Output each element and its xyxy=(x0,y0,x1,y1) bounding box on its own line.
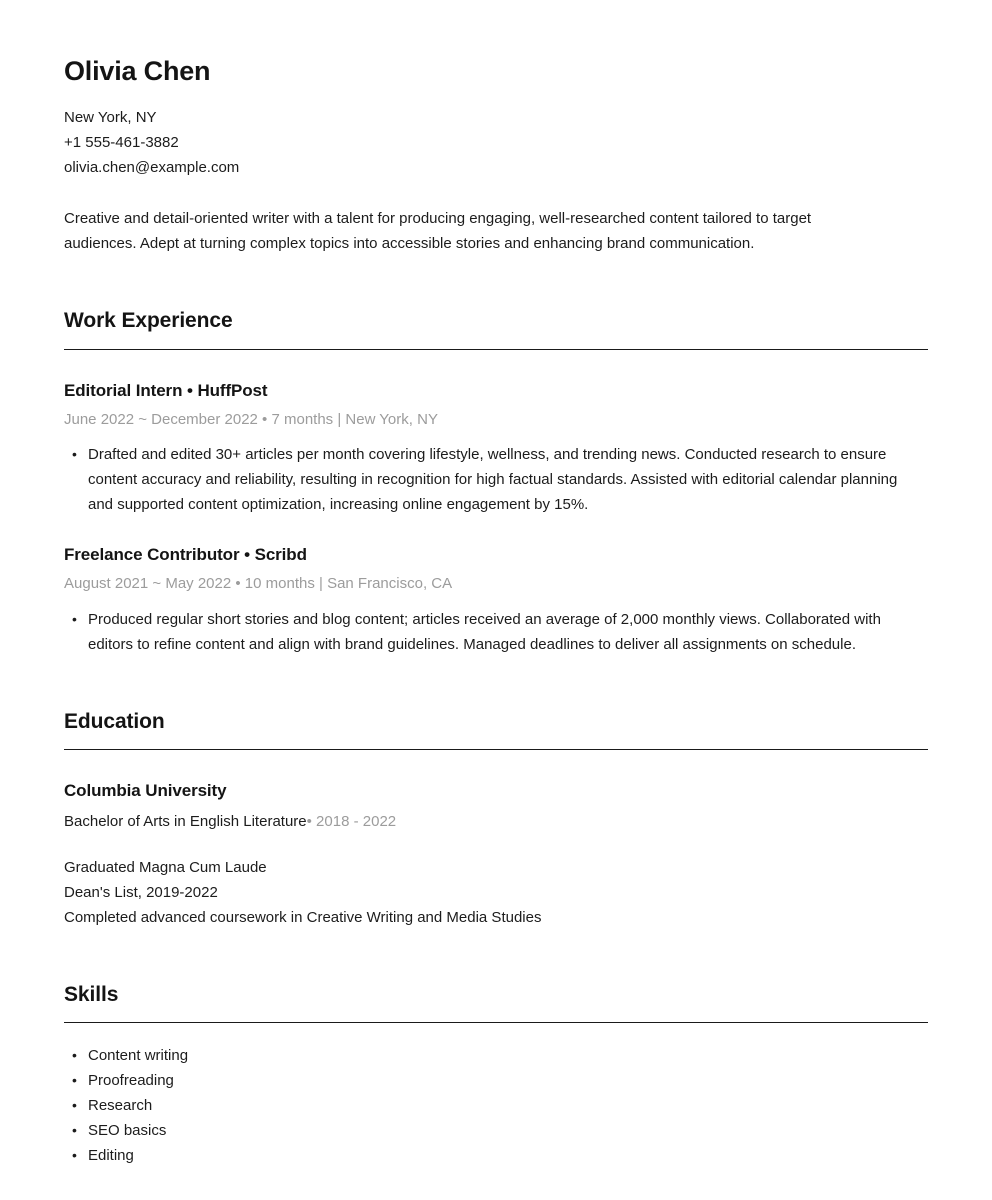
education-entry xyxy=(64,780,928,930)
work-entry xyxy=(64,544,928,656)
section-divider xyxy=(64,749,928,750)
section-divider xyxy=(64,349,928,350)
section-title-work-experience: Work Experience xyxy=(64,309,233,333)
list-item: • Research xyxy=(64,1093,924,1118)
list-item: • Proofreading xyxy=(64,1068,924,1093)
section-education xyxy=(64,709,928,931)
skills-list xyxy=(64,1043,928,1168)
education-dates: • 2018 - 2022 xyxy=(306,812,397,830)
section-work-experience xyxy=(64,308,928,656)
list-item: • Produced regular short stories and blog content; articles received an average of 2,000 monthly views. Collaborated with editors to refine content and align with brand guidelines. Managed deadlines to deliver all assignments on schedule. xyxy=(64,607,924,657)
section-divider xyxy=(64,1022,928,1023)
section-title-skills: Skills xyxy=(64,983,119,1007)
education-degree-line xyxy=(64,811,928,834)
work-entry-bullets xyxy=(64,442,928,517)
education-detail-line: Dean's List, 2019-2022 xyxy=(64,884,218,902)
work-entry-meta: June 2022 ~ December 2022 • 7 months | New York, NY xyxy=(64,410,438,428)
work-entry xyxy=(64,380,928,517)
resume-header xyxy=(64,55,928,256)
work-entry-title: Freelance Contributor • Scribd xyxy=(64,545,307,565)
list-item: • Editing xyxy=(64,1143,924,1168)
section-skills xyxy=(64,982,928,1168)
list-item: • Drafted and edited 30+ articles per month covering lifestyle, wellness, and trending news. Conducted research to ensure content accuracy and reliability, resulting in recognition for high factual standards. Assisted with editorial calendar planning and supported content optimization, increasing online engagement by 15%. xyxy=(64,442,924,517)
education-detail-line: Graduated Magna Cum Laude xyxy=(64,859,267,877)
list-item: • SEO basics xyxy=(64,1118,924,1143)
contact-email: olivia.chen@example.com xyxy=(64,159,240,177)
work-entry-bullets xyxy=(64,607,928,657)
education-school: Columbia University xyxy=(64,780,227,800)
work-entry-title: Editorial Intern • HuffPost xyxy=(64,380,268,400)
contact-phone: +1 555-461-3882 xyxy=(64,134,179,152)
skills-list-wrap xyxy=(64,1043,928,1168)
professional-summary: Creative and detail-oriented writer with a talent for producing engaging, well-researched content tailored to target audiences. Adept at turning complex topics into accessible stories and enhancing brand communication. xyxy=(64,210,812,253)
candidate-name: Olivia Chen xyxy=(64,56,211,86)
education-details xyxy=(64,855,928,930)
list-item: • Content writing xyxy=(64,1043,924,1068)
education-detail-line: Completed advanced coursework in Creative Writing and Media Studies xyxy=(64,909,542,927)
section-title-education: Education xyxy=(64,709,165,733)
contact-location: New York, NY xyxy=(64,109,157,127)
work-entry-meta: August 2021 ~ May 2022 • 10 months | San Francisco, CA xyxy=(64,575,453,593)
education-degree: Bachelor of Arts in English Literature xyxy=(64,812,307,830)
